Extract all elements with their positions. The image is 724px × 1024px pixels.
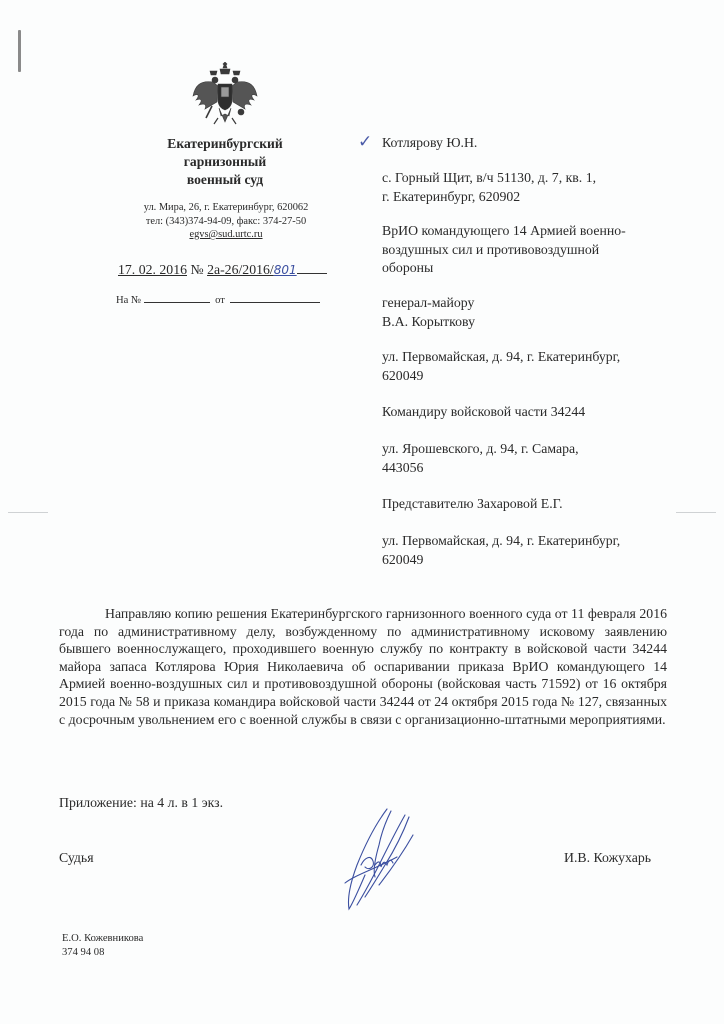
checkmark-icon: ✓ bbox=[358, 132, 373, 152]
recipient-line: В.А. Корыткову bbox=[382, 313, 475, 329]
recipient-block bbox=[382, 169, 596, 206]
recipient-block bbox=[382, 403, 585, 422]
court-email-link[interactable]: egvs@sud.urtc.ru bbox=[189, 229, 263, 240]
recipient-block bbox=[382, 440, 579, 477]
recipient-block bbox=[382, 134, 477, 153]
recipient-line: обороны bbox=[382, 260, 434, 275]
recipient-line: Представителю Захаровой Е.Г. bbox=[382, 496, 563, 511]
incoming-ref-label: На № bbox=[116, 295, 142, 306]
recipient-line: с. Горный Щит, в/ч 51130, д. 7, кв. 1, bbox=[382, 170, 597, 185]
recipient-block bbox=[382, 294, 475, 331]
recipient-line: Котлярову Ю.Н. bbox=[382, 135, 478, 150]
recipient-line: Командиру войсковой части 34244 bbox=[382, 404, 586, 419]
recipient-line: ул. Первомайская, д. 94, г. Екатеринбург, bbox=[382, 533, 621, 548]
recipient-block bbox=[382, 222, 626, 278]
recipient-line: воздушных сил и противовоздушной bbox=[382, 241, 600, 257]
recipient-line: генерал-майору bbox=[382, 295, 475, 310]
court-name bbox=[120, 135, 330, 189]
outgoing-number: 2а-26/2016/ bbox=[207, 262, 274, 277]
court-contacts bbox=[95, 201, 357, 242]
fold-line-left bbox=[8, 512, 48, 513]
recipient-block bbox=[382, 348, 620, 385]
outgoing-reference bbox=[118, 262, 327, 278]
handwritten-number: 801 bbox=[273, 263, 297, 277]
recipient-line: 620049 bbox=[382, 367, 424, 383]
handwritten-signature bbox=[335, 805, 425, 915]
executor-name: Е.О. Кожевникова bbox=[62, 933, 144, 944]
letter-body: Направляю копию решения Екатеринбургского гарнизонного военного суда от 11 февраля 2016 года по административному делу, возбужденному по административному исковому заявлению бывшего военнослужащего, проходившего военную службу по контракту в войсковой части 34244 майора запаса Котлярова Юрия Николаевича об оспаривании приказа ВрИО командующего 14 Армией военно-воздушных сил и противовоздушной обороны (войсковая часть 71592) от 16 октября 2015 года № 58 и приказа командира войсковой части 34244 от 24 октября 2015 года № 127, связанных с досрочным увольнением его с военной службы в связи с организационно-штатными мероприятиями. bbox=[59, 606, 667, 727]
executor-info bbox=[62, 932, 143, 959]
recipient-line: ул. Ярошевского, д. 94, г. Самара, bbox=[382, 441, 579, 456]
scan-margin-mark bbox=[18, 30, 21, 72]
incoming-reference bbox=[116, 293, 320, 306]
recipient-line: ул. Первомайская, д. 94, г. Екатеринбург, bbox=[382, 349, 621, 364]
court-name-line-2: гарнизонный bbox=[183, 154, 267, 169]
recipient-line: 443056 bbox=[382, 459, 424, 475]
court-address: ул. Мира, 26, г. Екатеринбург, 620062 bbox=[143, 202, 309, 213]
recipient-block bbox=[382, 532, 620, 569]
executor-phone: 374 94 08 bbox=[62, 946, 105, 958]
fold-line-right bbox=[676, 512, 716, 513]
number-sign: № bbox=[190, 262, 204, 277]
recipient-block bbox=[382, 495, 563, 514]
number-underline bbox=[297, 262, 327, 274]
signatory-name: И.В. Кожухарь bbox=[564, 850, 652, 865]
recipient-line: 620049 bbox=[382, 551, 424, 567]
coat-of-arms-emblem bbox=[190, 62, 260, 130]
recipient-line: г. Екатеринбург, 620902 bbox=[382, 188, 521, 204]
recipient-line: ВрИО командующего 14 Армией военно- bbox=[382, 223, 626, 238]
incoming-date-blank bbox=[230, 293, 320, 303]
incoming-from-label: от bbox=[215, 295, 225, 306]
incoming-number-blank bbox=[144, 293, 210, 303]
court-name-line-3: военный суд bbox=[186, 172, 264, 187]
court-name-line-1: Екатеринбургский bbox=[167, 136, 283, 151]
signatory-title: Судья bbox=[59, 850, 94, 865]
attachment-note: Приложение: на 4 л. в 1 экз. bbox=[59, 795, 224, 810]
outgoing-date: 17. 02. 2016 bbox=[118, 262, 187, 277]
court-phone: тел: (343)374-94-09, факс: 374-27-50 bbox=[145, 215, 307, 227]
